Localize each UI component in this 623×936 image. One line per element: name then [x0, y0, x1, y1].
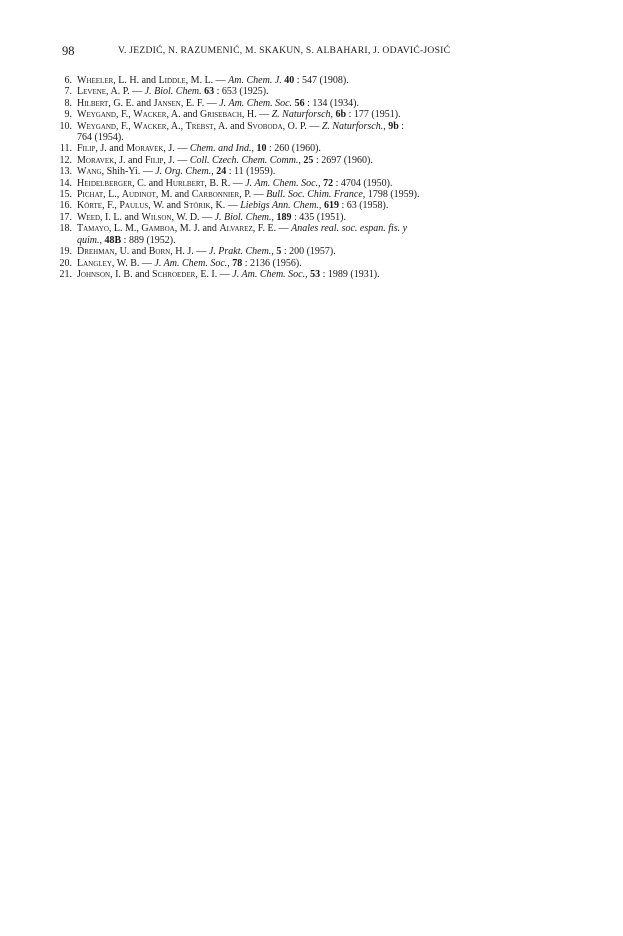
reference-number: 8.: [64, 97, 72, 109]
author-initials: , L.,: [103, 189, 122, 201]
author-initials: , F. E.: [252, 223, 277, 235]
reference-number: 10.: [59, 120, 72, 132]
author-initials: , A. P.: [106, 86, 130, 98]
author-surname: Weed: [77, 211, 101, 223]
journal-title: J. Prakt. Chem.,: [208, 246, 274, 258]
reference-continuation: [77, 235, 524, 246]
author-initials: , L. M.,: [108, 223, 142, 235]
volume-number: 25: [303, 154, 314, 166]
journal-title: Z. Naturforsch.,: [321, 120, 386, 132]
page-number: 98: [62, 44, 75, 58]
reference-item: [56, 223, 524, 246]
reference-number: 21.: [59, 268, 72, 280]
reference-dash: —: [225, 200, 241, 212]
author-surname: Langley: [77, 257, 112, 269]
reference-dash: —: [251, 189, 267, 201]
author-surname: Filip: [145, 154, 164, 166]
author-initials: , E. I.: [195, 268, 218, 280]
author-surname: Drehman: [77, 246, 115, 258]
volume-number: 5: [276, 246, 282, 258]
reference-item: [56, 143, 524, 154]
reference-number: 20.: [59, 257, 72, 269]
reference-dash: —: [193, 246, 209, 258]
journal-title: J. Biol. Chem.,: [214, 211, 274, 223]
reference-dash: —: [139, 257, 155, 269]
reference-number: 9.: [64, 109, 72, 121]
author-initials: , I. L. and: [100, 211, 142, 223]
journal-title: J. Am. Chem. Soc.,: [154, 257, 230, 269]
author-initials: , M. and: [155, 189, 192, 201]
reference-dash: —: [213, 75, 229, 86]
volume-number: 40: [284, 75, 295, 86]
author-initials: , F.,: [116, 109, 134, 121]
journal-title: Liebigs Ann. Chem.,: [240, 200, 322, 212]
reference-number: 16.: [59, 200, 72, 212]
reference-number: 7.: [64, 86, 72, 98]
journal-title: Anales real. soc. espan. fis. y: [291, 223, 408, 235]
author-initials: , W. and: [148, 200, 184, 212]
journal-title-continued: quim.,: [77, 234, 102, 246]
reference-item: [56, 75, 524, 86]
pages-year: : 11 (1959).: [226, 166, 276, 178]
pages-year: : 1989 (1931).: [320, 268, 380, 280]
author-surname: Filip: [77, 143, 96, 155]
author-surname: Schroeder: [152, 268, 196, 280]
author-initials: , F.,: [102, 200, 120, 212]
author-initials: , B. R.: [204, 177, 231, 189]
journal-title: J. Biol. Chem.: [144, 86, 202, 98]
author-surname: Carbonnier: [191, 189, 240, 201]
author-initials: , W. B.: [111, 257, 140, 269]
page-header: [62, 44, 562, 60]
author-surname: Wacker: [133, 109, 167, 121]
reference-number: 14.: [59, 177, 72, 189]
reference-item: [56, 246, 524, 257]
author-initials: , J.: [163, 154, 175, 166]
reference-dash: —: [217, 268, 233, 280]
journal-title: Bull. Soc. Chim. France,: [266, 189, 366, 201]
reference-item: [56, 258, 524, 269]
volume-number: 48B: [104, 234, 122, 246]
author-surname: Svoboda: [247, 120, 283, 132]
reference-number: 19.: [59, 246, 72, 258]
author-surname: Pichat: [77, 189, 104, 201]
author-surname: Grisebach: [200, 109, 242, 121]
volume-number: 78: [232, 257, 243, 269]
author-surname: Jansen: [153, 97, 181, 109]
reference-number: 17.: [59, 211, 72, 223]
volume-number: 63: [204, 86, 215, 98]
reference-item: [56, 212, 524, 223]
author-initials: , J. and: [114, 154, 145, 166]
author-initials: , M. L.: [185, 75, 214, 86]
volume-number: 619: [323, 200, 339, 212]
reference-item: [56, 155, 524, 166]
author-initials: , O. P.: [282, 120, 307, 132]
reference-item: [56, 86, 524, 97]
author-surname: Audinot: [121, 189, 156, 201]
author-surname: Heidelberger: [77, 177, 133, 189]
pages-year: : 134 (1934).: [304, 97, 360, 109]
pages-year: : 653 (1925).: [214, 86, 269, 98]
journal-title: Z. Naturforsch,: [271, 109, 334, 121]
volume-number: 189: [276, 211, 292, 223]
author-surname: Wilson: [141, 211, 172, 223]
journal-title: Chem. and Ind.,: [189, 143, 254, 155]
author-surname: Liddle: [158, 75, 186, 86]
author-surname: Johnson: [77, 268, 111, 280]
author-surname: Hilbert: [77, 97, 109, 109]
pages-year: : 435 (1951).: [291, 211, 346, 223]
volume-number: 9b: [388, 120, 399, 132]
reference-number: 13.: [59, 166, 72, 178]
journal-title: J. Am. Chem. Soc.,: [245, 177, 321, 189]
author-surname: Weygand: [77, 109, 116, 121]
journal-title: Am. Chem. J.: [228, 75, 282, 86]
reference-number: 6.: [64, 75, 72, 86]
author-surname: Levene: [77, 86, 107, 98]
pages-year: : 4704 (1950).: [333, 177, 393, 189]
author-initials: , A. and: [213, 120, 248, 132]
author-initials: , H.: [241, 109, 257, 121]
reference-dash: —: [204, 97, 220, 109]
author-surname: Moravek: [126, 143, 164, 155]
pages-year: :: [398, 120, 405, 132]
author-initials: , P.: [239, 189, 252, 201]
author-initials: , C. and: [132, 177, 166, 189]
reference-dash: —: [306, 120, 322, 132]
journal-title: J. Am. Chem. Soc.,: [232, 268, 308, 280]
pages-year: : 63 (1958).: [338, 200, 389, 212]
author-initials: , L. H. and: [113, 75, 159, 86]
reference-dash: —: [199, 211, 215, 223]
reference-item: [56, 269, 524, 280]
reference-dash: —: [129, 86, 145, 98]
author-initials: , M. J. and: [174, 223, 220, 235]
author-initials: , A. and: [166, 109, 201, 121]
reference-dash: —: [174, 143, 190, 155]
pages-year: : 889 (1952).: [121, 234, 176, 246]
author-initials: , J. and: [95, 143, 127, 155]
pages-year: : 2697 (1960).: [313, 154, 373, 166]
reference-number: 11.: [59, 143, 72, 155]
author-initials: , I. B. and: [110, 268, 153, 280]
reference-item: [56, 178, 524, 189]
author-surname: Wheeler: [77, 75, 114, 86]
pages-year: : 200 (1957).: [281, 246, 336, 258]
reference-dash: —: [256, 109, 272, 121]
journal-title: J. Org. Chem.,: [155, 166, 214, 178]
reference-item: [56, 166, 524, 177]
author-surname: Moravek: [77, 154, 115, 166]
author-surname: Weygand: [77, 120, 116, 132]
volume-number: 10: [256, 143, 267, 155]
reference-number: 15.: [59, 189, 72, 201]
pages-year: : 2136 (1956).: [242, 257, 302, 269]
journal-title: J. Am. Chem. Soc.: [219, 97, 293, 109]
author-surname: Born: [148, 246, 171, 258]
reference-item: [56, 98, 524, 109]
author-initials: , G. E. and: [108, 97, 154, 109]
reference-number: 18.: [59, 223, 72, 235]
reference-item: [56, 109, 524, 120]
reference-dash: —: [140, 166, 156, 178]
volume-number: 6b: [335, 109, 347, 121]
reference-number: 12.: [59, 154, 72, 166]
author-initials: , Shih-Yi.: [101, 166, 141, 178]
volume-number: 53: [310, 268, 321, 280]
author-surname: Paulus: [119, 200, 149, 212]
author-surname: Trebst: [185, 120, 214, 132]
reference-list: [56, 75, 524, 280]
pages-year: 1798 (1959).: [365, 189, 420, 201]
journal-title: Coll. Czech. Chem. Comm.,: [189, 154, 301, 166]
volume-number: 24: [216, 166, 227, 178]
author-initials: , H. J.: [170, 246, 194, 258]
volume-number: 72: [323, 177, 334, 189]
reference-dash: —: [276, 223, 292, 235]
author-initials: , E. F.: [180, 97, 205, 109]
author-initials: , F.,: [116, 120, 134, 132]
author-initials: , W. D.: [171, 211, 200, 223]
author-surname: Wacker: [133, 120, 167, 132]
pages-year: : 260 (1960).: [266, 143, 321, 155]
author-surname: Hurlbert: [165, 177, 205, 189]
reference-dash: —: [230, 177, 246, 189]
author-initials: , K.: [210, 200, 226, 212]
author-initials: , J.: [163, 143, 175, 155]
pages-year: : 177 (1951).: [346, 109, 401, 121]
author-surname: Tamayo: [77, 223, 109, 235]
author-surname: Gamboa: [141, 223, 175, 235]
reference-dash: —: [174, 154, 190, 166]
author-initials: , A.,: [166, 120, 186, 132]
reference-item: [56, 200, 524, 211]
author-surname: Alvarez: [219, 223, 253, 235]
pages-year: : 547 (1908).: [294, 75, 349, 86]
running-head: V. JEZDIĆ, N. RAZUMENIĆ, M. SKAKUN, S. ALBAHARI, J. ODAVIĆ-JOSIĆ: [118, 45, 451, 56]
author-surname: Körte: [77, 200, 103, 212]
author-surname: Störik: [183, 200, 211, 212]
author-surname: Wang: [77, 166, 102, 178]
reference-continuation: 764 (1954).: [77, 132, 124, 144]
author-initials: , U. and: [114, 246, 149, 258]
reference-item: [56, 189, 524, 200]
reference-item: [56, 121, 524, 144]
volume-number: 56: [294, 97, 305, 109]
